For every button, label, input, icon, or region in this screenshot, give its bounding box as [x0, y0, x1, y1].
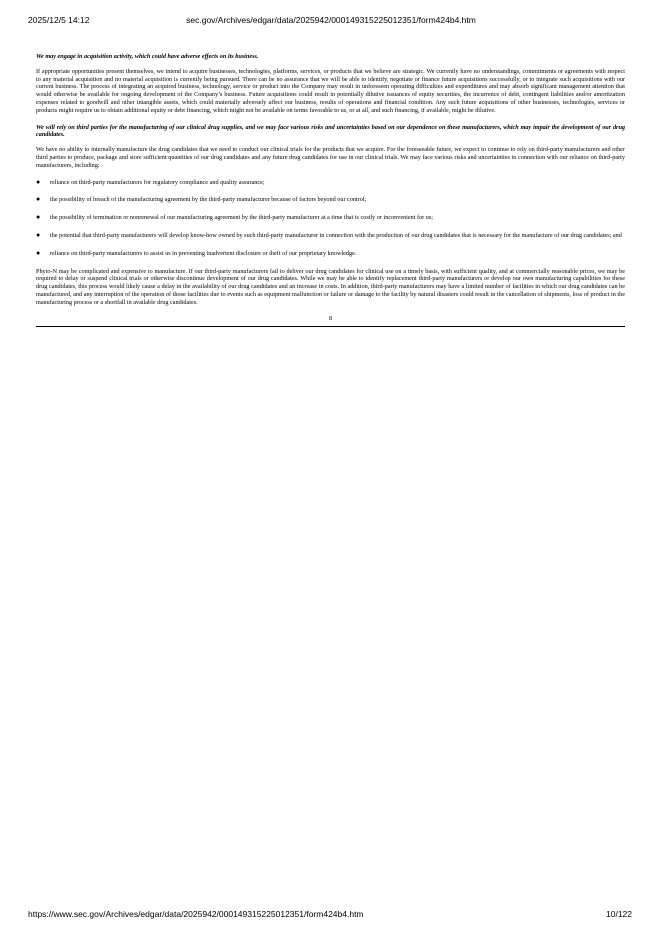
document-body [36, 53, 625, 327]
list-item [36, 232, 625, 240]
list-item-text: the potential that third-party manufacturers will develop know-how owned by such third-party manufacturer in connection with the production of our drug candidates that is necessary for the manufacture of our drug candidates; and [50, 231, 622, 239]
risk-heading-third-party-manufacturing: We will rely on third parties for the manufacturing of our clinical drug supplies, and we may face various risks and uncertainties based on our dependence on these manufacturers, which may impair the development of our drug candidates. [36, 123, 625, 139]
paragraph-phyto-n-manufacturing: Phyto-N may be complicated and expensive to manufacture. If our third-party manufacturers fail to deliver our drug candidates for clinical use on a timely basis, with sufficient quality, and at commercially reasonable prices, we may be required to delay or suspend clinical trials or otherwise discontinue development of our drug candidates. While we may be able to identify replacement third-party manufacturers or develop our own manufacturing capabilities for these drug candidates, this process would likely cause a delay in the availability of our drug candidates and an increase in costs. In addition, third-party manufacturers may have a limited number of facilities in which our drug candidates can be manufactured, and any interruption of the operation of those facilities due to events such as equipment malfunction or failure or damage to the facility by natural disasters could result in the cancellation of shipments, loss of product in the manufacturing process or a shortfall in available drug candidates. [36, 267, 625, 306]
page-number: 8 [328, 314, 333, 322]
list-item-text: reliance on third-party manufacturers for regulatory compliance and quality assurance; [50, 178, 265, 186]
bullet-icon: ● [36, 248, 41, 257]
print-header-url: sec.gov/Archives/edgar/data/2025942/000149315225012351/form424b4.htm [186, 15, 476, 25]
list-item [36, 196, 625, 204]
print-header [0, 0, 662, 25]
print-datetime: 2025/12/5 14:12 [28, 15, 90, 25]
list-item [36, 179, 625, 187]
bullet-icon: ● [36, 177, 41, 186]
page-divider [36, 326, 625, 327]
list-item-text: reliance on third-party manufacturers to assist us in preventing inadvertent disclosure or theft of our proprietary knowledge. [50, 249, 357, 257]
print-page-indicator: 10/122 [606, 909, 632, 919]
list-item-text: the possibility of termination or nonrenewal of our manufacturing agreement by the third-party manufacturer at a time that is costly or inconvenient for us; [50, 214, 433, 222]
list-item [36, 214, 625, 222]
bullet-icon: ● [36, 195, 41, 204]
list-item [36, 250, 625, 258]
print-footer-url: https://www.sec.gov/Archives/edgar/data/2025942/000149315225012351/form424b4.htm [28, 909, 364, 919]
paragraph-manufacturing-reliance: We have no ability to internally manufacture the drug candidates that we need to conduct our clinical trials for the products that we acquire. For the foreseeable future, we expect to continue to rely on third-party manufacturers and other third parties to produce, package and store sufficient quantities of our drug candidates and any future drug candidates for use in our clinical trials. We may face various risks and uncertainties in connection with our reliance on third-party manufacturers, including: [36, 146, 625, 169]
risk-heading-acquisitions: We may engage in acquisition activity, which could have adverse effects on its business. [36, 53, 259, 60]
list-item-text: the possibility of breach of the manufacturing agreement by the third-party manufacturer because of factors beyond our control; [50, 196, 367, 204]
bullet-icon: ● [36, 230, 41, 239]
risk-bullet-list [36, 179, 625, 258]
print-footer [0, 907, 662, 921]
bullet-icon: ● [36, 213, 41, 222]
paragraph-acquisitions: If appropriate opportunities present themselves, we intend to acquire businesses, technologies, platforms, services, or products that we believe are strategic. We currently have no understandings, commitments or agreements with respect to any material acquisition and no material acquisition is currently being pursued. There can be no assurance that we will be able to identify, negotiate or finance future acquisitions successfully, or to integrate such acquisitions with our current business. The process of integrating an acquired business, technology, service or product into the Company may result in unforeseen operating difficulties and expenditures and may absorb significant management attention that would otherwise be available for ongoing development of the Company’s business. Future acquisitions could result in potentially dilutive issuances of equity securities, the incurrence of debt, contingent liabilities and/or amortization expenses related to goodwill and other intangible assets, which could materially adversely affect our business, results of operations and financial condition. Any such future acquisitions of other businesses, technologies, services or products might require us to obtain additional equity or debt financing, which might not be available on terms favorable to us, or at all, and such financing, if available, might be dilutive. [36, 67, 625, 114]
